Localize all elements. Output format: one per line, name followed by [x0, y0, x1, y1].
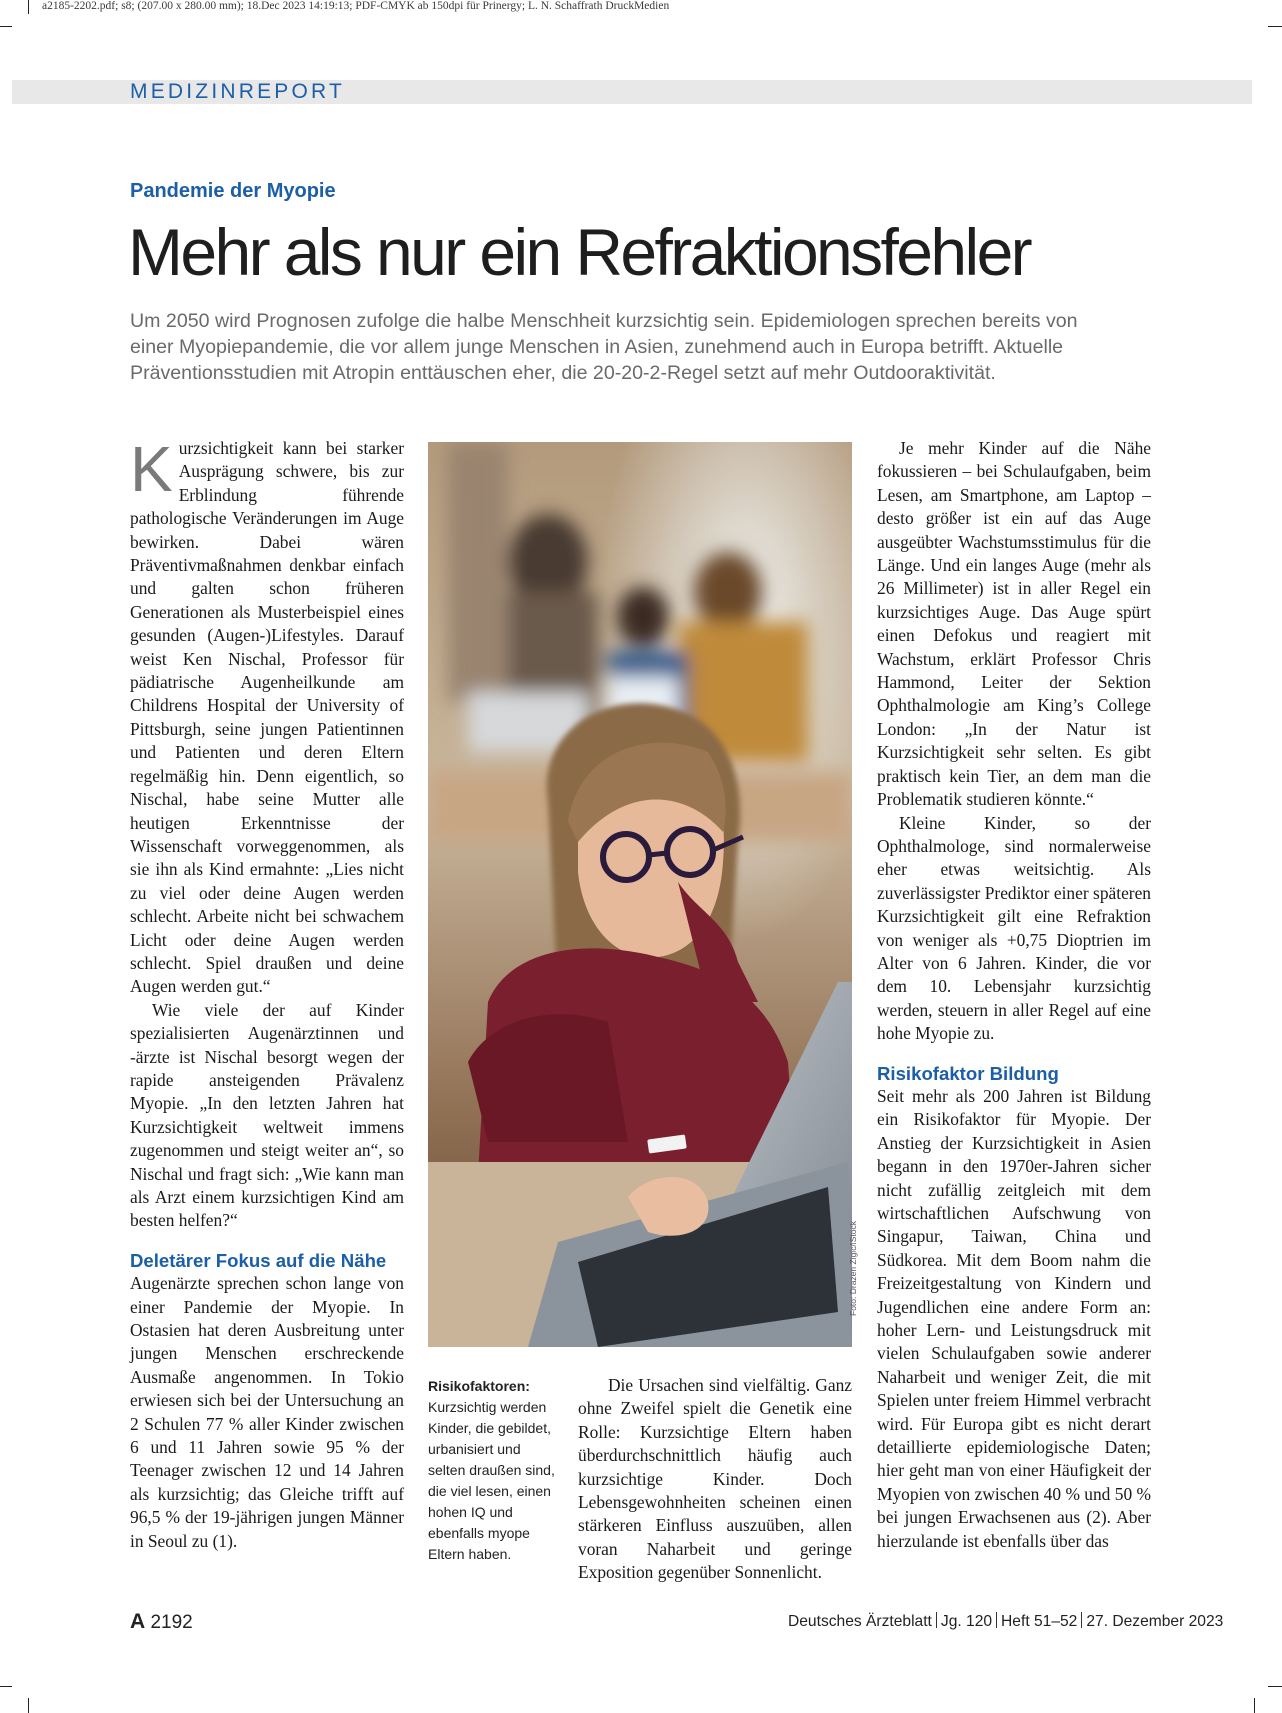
subheading: Deletärer Fokus auf die Nähe: [130, 1249, 387, 1271]
girl-with-laptop-image: [428, 442, 852, 1347]
page-letter: A: [130, 1610, 146, 1633]
paragraph: Die Ursachen sind vielfältig. Ganz ohne Zweifel spielt die Genetik eine Rolle: Kurzsichtige Eltern haben überdurchschnittlich häufig auch kurzsichtige Kinder. Doch Lebensgewohnheiten scheinen einen stärkeren Einfluss auszuüben, allen voran Naharbeit und geringe Exposition gegenüber Sonnenlicht.: [578, 1375, 852, 1583]
article-photo: [428, 442, 852, 1347]
crop-mark-bottom-right: [1254, 1698, 1255, 1713]
photo-caption: [428, 1376, 556, 1565]
crop-mark-right-bottom: [1268, 1686, 1282, 1687]
subheading: Risikofaktor Bildung: [877, 1062, 1059, 1084]
crop-mark-top-left: [28, 0, 29, 14]
text-column-2: [578, 1374, 852, 1585]
crop-mark-left-top: [0, 26, 12, 27]
paragraph: Augenärzte sprechen schon lange von einer Pandemie der Myopie. In Ostasien hat deren Ausbreitung unter jungen Menschen erschreckende Ausmaße angenommen. In Tokio erwiesen sich bei der Untersuchung an 2 Schulen 77 % aller Kinder zwischen 6 und 11 Jahren sowie 95 % der Teenager zwischen 12 und 14 Jahren als kurzsichtig; das Gleiche trifft auf 96,5 % der 19-jährigen jungen Männer in Seoul zu (1).: [130, 1273, 404, 1551]
text-column-3: [877, 437, 1151, 1553]
journal-date: 27. Dezember 2023: [1086, 1613, 1224, 1630]
article-lead: Um 2050 wird Prognosen zufolge die halbe Menschheit kurzsichtig sein. Epidemiologen sprechen bereits von einer Myopiepandemie, die vor allem junge Menschen in Asien, zunehmend auch in Europa betrifft. Aktuelle Präventionsstudien mit Atropin enttäuschen eher, die 20-20-2-Regel setzt auf mehr Outdooraktivität.: [130, 310, 1078, 384]
paragraph: Seit mehr als 200 Jahren ist Bildung ein Risikofaktor für Myopie. Der Anstieg der Kurzsichtigkeit in Asien begann in den 1970er-Jahren sicher nicht zufällig zeitgleich mit dem wirtschaftlichen Aufschwung von Singapur, Taiwan, China und Südkorea. Mit dem Boom nahm die Freizeitgestaltung von Kindern und Jugendlichen eine andere Form an: hoher Lern- und Leistungsdruck mit vielen Schulaufgaben sowie anderer Naharbeit und weniger Zeit, die mit Spielen unter freiem Himmel verbracht wird. Für Europa gibt es nicht derart detaillierte epidemiologische Daten; hier geht man von einer Häufigkeit der Myopien von zwischen 40 % und 50 % bei jungen Erwachsenen aus (2). Aber hierzulande ist ebenfalls über das: [877, 1085, 1151, 1551]
drop-cap: K: [130, 433, 173, 505]
journal-volume: Jg. 120: [940, 1613, 993, 1630]
caption-text: Kurzsichtig werden Kinder, die gebildet, urbanisiert und selten draußen sind, die viel lesen, einen hohen IQ und ebenfalls myope Eltern haben.: [428, 1399, 555, 1562]
caption-title: Risikofaktoren:: [428, 1378, 530, 1394]
crop-mark-right-top: [1268, 26, 1282, 27]
page-number-value: 2192: [150, 1612, 193, 1633]
divider: [996, 1612, 997, 1628]
journal-footer: [788, 1612, 1223, 1631]
paragraph: [130, 433, 404, 999]
divider: [1081, 1612, 1082, 1628]
paragraph-text: urzsichtigkeit kann bei starker Ausprägung schwere, bis zur Erblindung führende pathologische Veränderungen im Auge bewirken. Dabei wären Präventivmaßnahmen denkbar einfach und galten schon früheren Generationen als Musterbeispiel eines gesunden (Augen-)Lifestyles. Darauf weist Ken Nischal, Professor für pädiatrische Augenheilkunde am Childrens Hospital der University of Pittsburgh, seine jungen Patientinnen und Patienten und deren Eltern regelmäßig hin. Denn eigentlich, so Nischal, habe seine Mutter alle heutigen Erkenntnisse der Wissenschaft vorweggenommen, als sie ihn als Kind ermahnte: „Lies nicht zu viel oder deine Augen werden schlecht. Arbeite nicht bei schwachem Licht oder deine Augen werden schlecht. Spiel draußen und deine Augen werden gut.“: [130, 438, 404, 997]
journal-name: Deutsches Ärzteblatt: [788, 1613, 932, 1630]
print-slug: a2185-2202.pdf; s8; (207.00 x 280.00 mm); 18.Dec 2023 14:19:13; PDF-CMYK ab 150dpi für Prinergy; L. N. Schaffrath DruckMedien: [42, 0, 670, 12]
article-kicker: Pandemie der Myopie: [130, 180, 336, 202]
divider: [936, 1612, 937, 1628]
paragraph: Wie viele der auf Kinder spezialisierten Augenärztinnen und -ärzte ist Nischal besorgt wegen der rapide ansteigenden Prävalenz Myopie. „In den letzten Jahren hat Kurzsichtigkeit weltweit immens zugenommen und steigt weiter an“, so Nischal und fragt sich: „Wie kann man als Arzt einem kurzsichtigen Kind am besten helfen?“: [130, 999, 404, 1231]
text-column-1: [130, 433, 404, 1553]
paragraph: Kleine Kinder, so der Ophthalmologe, sind normalerweise eher etwas weitsichtig. Als zuverlässigster Prediktor einer späteren Kurzsichtigkeit gilt eine Refraktion von weniger als +0,75 Dioptrien im Alter von 6 Jahren. Kinder, die vor dem 10. Lebensjahr kurzsichtig werden, steuern in aller Regel auf eine hohe Myopie zu.: [877, 812, 1151, 1044]
section-rubric: MEDIZINREPORT: [130, 80, 346, 103]
page-number: [130, 1610, 193, 1634]
crop-mark-left-bottom: [0, 1686, 12, 1687]
crop-mark-bottom-left: [28, 1698, 29, 1713]
article-headline: Mehr als nur ein Refraktionsfehler: [128, 215, 1031, 289]
paragraph: Je mehr Kinder auf die Nähe fokussieren – bei Schulaufgaben, beim Lesen, am Smartphone, am Laptop – desto größer ist ein auf das Auge ausgeübter Wachstumsstimulus für die Länge. Und ein langes Auge (mehr als 26 Millimeter) ist in aller Regel ein kurzsichtiges Auge. Das Auge spürt einen Defokus und reagiert mit Wachstum, erklärt Professor Chris Hammond, Leiter der Sektion Ophthalmologie am King’s College London: „In der Natur ist Kurzsichtigkeit sehr selten. Es gibt praktisch kein Tier, an dem man die Problematik studieren könnte.“: [877, 438, 1151, 810]
journal-issue: Heft 51–52: [1001, 1613, 1078, 1630]
photo-credit: Foto: Drazen Zigic/iStock: [848, 1221, 858, 1316]
